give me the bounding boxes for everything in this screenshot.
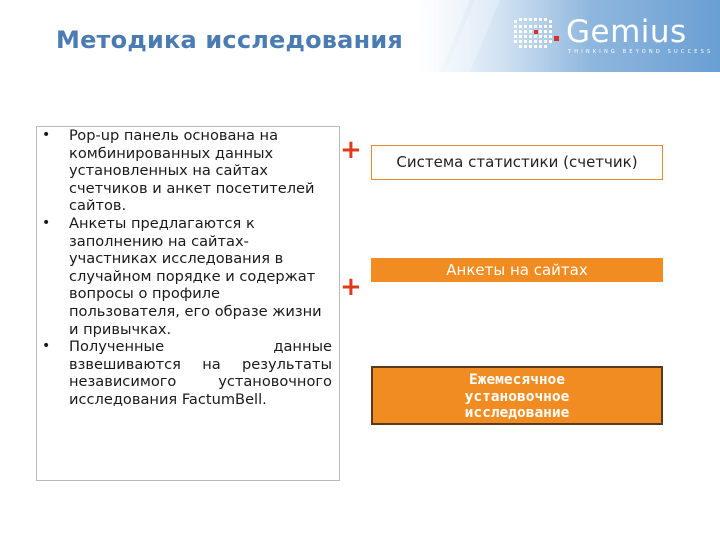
plus-connector-1: + (340, 135, 362, 165)
establishment-line-3: исследование (464, 405, 570, 421)
gemius-logo-mark-icon (512, 16, 564, 56)
page-title: Методика исследования (56, 26, 403, 54)
establishment-line-2: установочное (464, 388, 570, 405)
site-surveys-box: Анкеты на сайтах (371, 258, 663, 282)
establishment-line-1: Ежемесячное (468, 372, 566, 388)
gemius-logo (512, 14, 714, 60)
bullet-text-2: Анкеты предлагаются к заполнению на сайтах-участниках исследования в случайном порядке и содержат вопросы о профиле пользователя, его образе жизни и привычках. (69, 214, 322, 338)
establishment-survey-box (371, 366, 663, 425)
list-item (38, 127, 332, 215)
list-item (38, 338, 332, 408)
plus-connector-2: + (340, 272, 362, 302)
bullet-dot-icon: • (42, 214, 51, 231)
bullet-text-1: Pop-up панель основана на комбинированных данных установленных на сайтах счетчиков и анкет посетителей сайтов. (69, 127, 315, 215)
bullet-text-3: Полученные данные взвешиваются на результаты независимого установочного исследования FactumBell. (69, 338, 332, 408)
bullet-dot-icon: • (42, 338, 51, 355)
logo-wordmark: Gemius (566, 14, 687, 50)
statistics-system-box: Система статистики (счетчик) (371, 145, 663, 180)
logo-tagline: THINKING BEYOND SUCCESS (568, 49, 714, 55)
bullet-list (38, 127, 332, 409)
list-item (38, 215, 332, 338)
bullet-dot-icon: • (42, 127, 51, 143)
header-banner (0, 0, 720, 72)
